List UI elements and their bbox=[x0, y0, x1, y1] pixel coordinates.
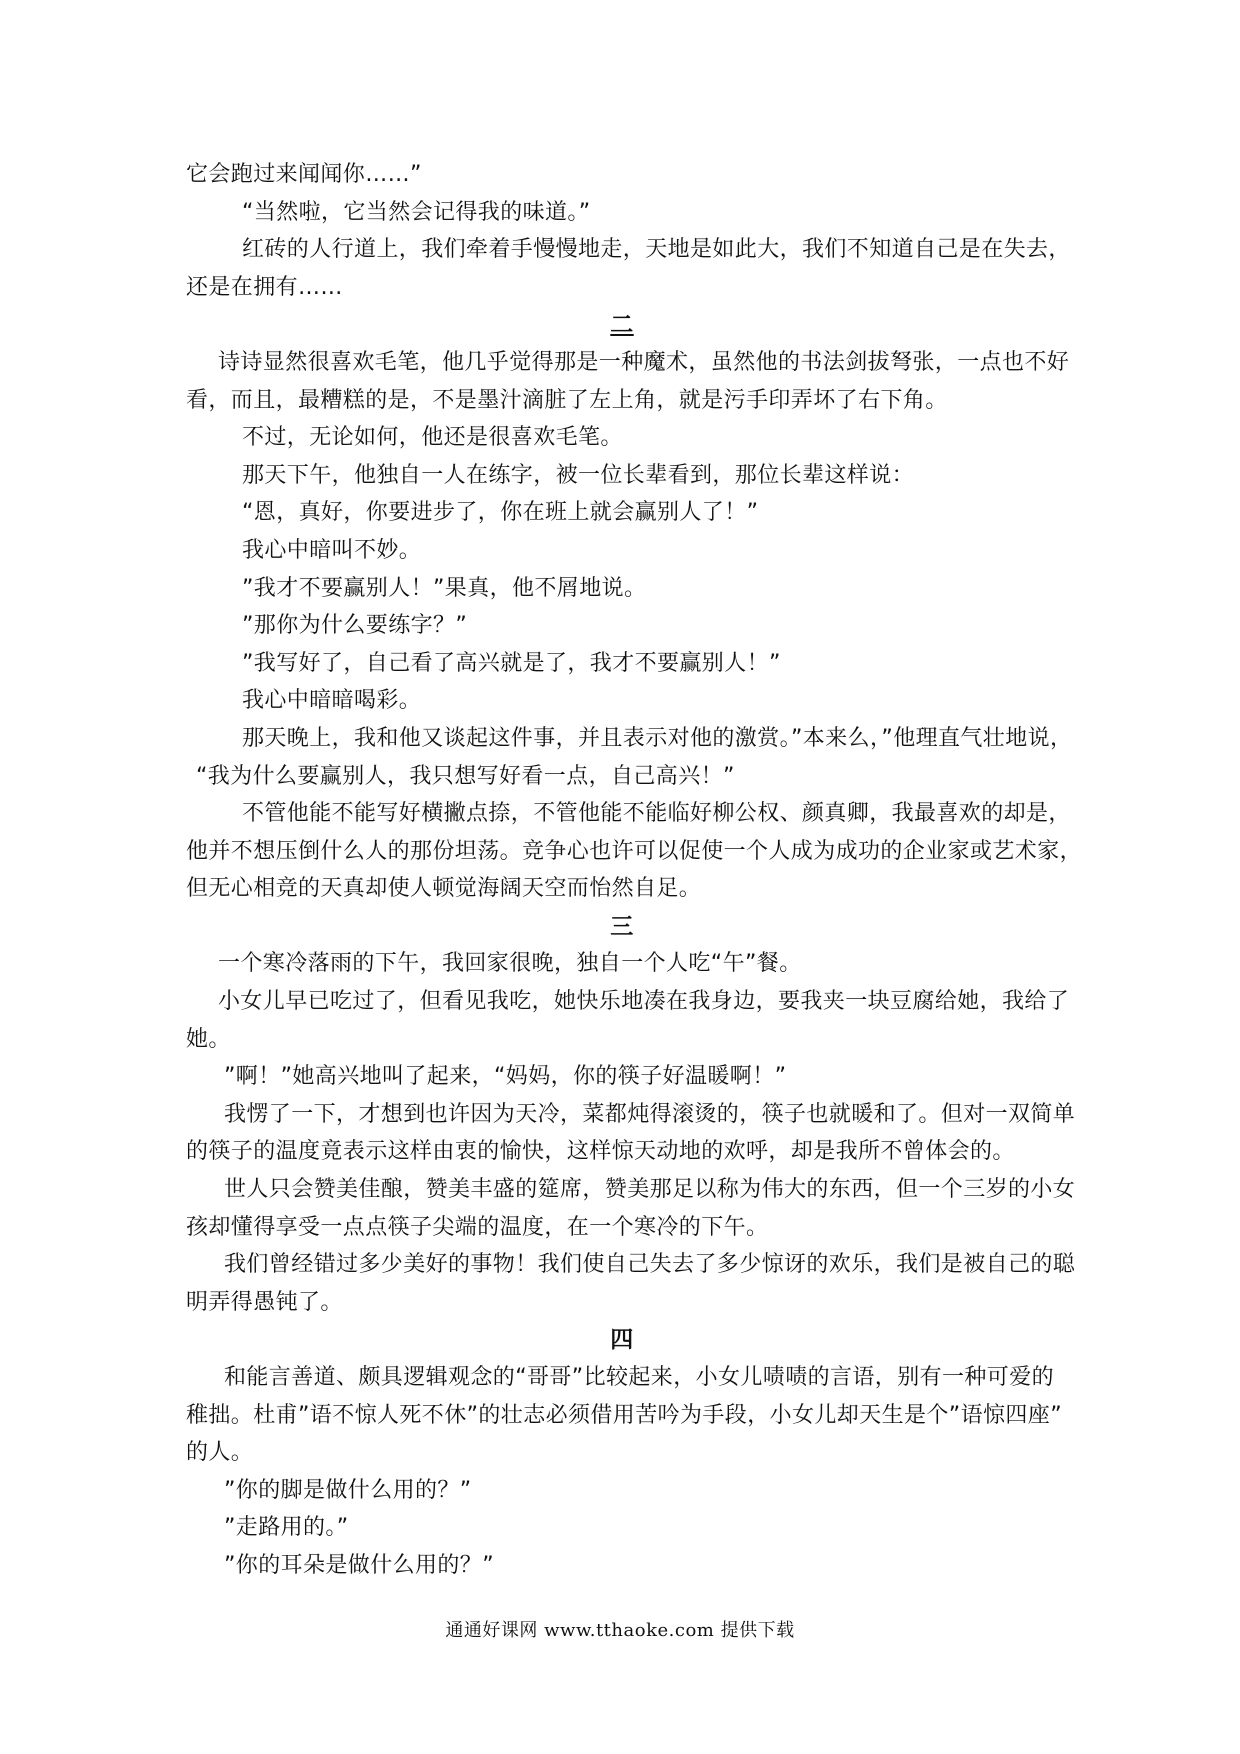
paragraph-line: ”你的脚是做什么用的？” bbox=[224, 1477, 472, 1503]
paragraph-line: 我们曾经错过多少美好的事物！我们使自己失去了多少惊讶的欢乐，我们是被自己的聪 bbox=[224, 1252, 1076, 1278]
page-footer: 通通好课网 www.tthaoke.com 提供下载 bbox=[445, 1620, 795, 1641]
paragraph-line: 他并不想压倒什么人的那份坦荡。竞争心也许可以促使一个人成为成功的企业家或艺术家， bbox=[186, 838, 1083, 864]
section-heading-text: 二 bbox=[610, 311, 634, 339]
paragraph-line: 它会跑过来闻闻你……” bbox=[186, 162, 422, 187]
paragraph-line: 的筷子的温度竟表示这样由衷的愉快，这样惊天动地的欢呼，却是我所不曾体会的。 bbox=[186, 1139, 1015, 1165]
paragraph-line: 一个寒冷落雨的下午，我回家很晚，独自一个人吃“午”餐。 bbox=[218, 951, 802, 977]
paragraph-line: 世人只会赞美佳酿，赞美丰盛的筵席，赞美那足以称为伟大的东西，但一个三岁的小女 bbox=[224, 1177, 1076, 1203]
paragraph-line: 还是在拥有…… bbox=[186, 274, 343, 300]
paragraph-line: 我愣了一下，才想到也许因为天冷，菜都炖得滚烫的，筷子也就暖和了。但对一双简单 bbox=[224, 1101, 1076, 1127]
paragraph-line: 稚拙。杜甫”语不惊人死不休”的壮志必须借用苦吟为手段，小女儿却天生是个”语惊四座” bbox=[186, 1402, 1062, 1428]
paragraph-line: 那天下午，他独自一人在练字，被一位长辈看到，那位长辈这样说： bbox=[242, 462, 915, 488]
paragraph-line: 她。 bbox=[186, 1026, 231, 1052]
paragraph-line: 那天晚上，我和他又谈起这件事，并且表示对他的激赏。”本来么，”他理直气壮地说， bbox=[242, 725, 1073, 751]
paragraph-line: 孩却懂得享受一点点筷子尖端的温度，在一个寒冷的下午。 bbox=[186, 1214, 769, 1240]
paragraph-line: ”啊！”她高兴地叫了起来，“妈妈，你的筷子好温暖啊！” bbox=[224, 1064, 787, 1090]
paragraph-line: 不过，无论如何，他还是很喜欢毛笔。 bbox=[242, 425, 623, 451]
section-heading bbox=[186, 306, 1058, 344]
section-heading: 三 bbox=[610, 912, 634, 940]
paragraph-line: ”我才不要赢别人！”果真，他不屑地说。 bbox=[242, 575, 647, 601]
paragraph-line: 我心中暗叫不妙。 bbox=[242, 537, 422, 563]
paragraph-line: ”那你为什么要练字？” bbox=[242, 613, 468, 639]
paragraph-line: 我心中暗暗喝彩。 bbox=[242, 688, 422, 714]
paragraph-line: 和能言善道、颇具逻辑观念的“哥哥”比较起来，小女儿啧啧的言语，别有一种可爱的 bbox=[224, 1365, 1054, 1390]
paragraph-line: 诗诗显然很喜欢毛笔，他几乎觉得那是一种魔术，虽然他的书法剑拔弩张，一点也不好 bbox=[218, 349, 1070, 375]
section-heading: 四 bbox=[610, 1326, 634, 1354]
paragraph-line: 看，而且，最糟糕的是，不是墨汁滴脏了左上角，就是污手印弄坏了右下角。 bbox=[186, 387, 948, 413]
paragraph-line: ”你的耳朵是做什么用的？” bbox=[224, 1552, 494, 1578]
paragraph-line: 明弄得愚钝了。 bbox=[186, 1289, 343, 1315]
paragraph-line: “恩，真好，你要进步了，你在班上就会赢别人了！” bbox=[242, 500, 759, 526]
paragraph-line: ”我写好了，自己看了高兴就是了，我才不要赢别人！” bbox=[242, 650, 781, 676]
paragraph-line: 不管他能不能写好横撇点捺，不管他能不能临好柳公权、颜真卿，我最喜欢的却是， bbox=[242, 801, 1071, 827]
paragraph-line: 的人。 bbox=[186, 1440, 254, 1466]
paragraph-line: “当然啦，它当然会记得我的味道。” bbox=[242, 199, 591, 225]
paragraph-line: 小女儿早已吃过了，但看见我吃，她快乐地凑在我身边，要我夹一块豆腐给她，我给了 bbox=[218, 989, 1070, 1015]
paragraph-line: ”走路用的。” bbox=[224, 1515, 349, 1541]
paragraph-line: 但无心相竞的天真却使人顿觉海阔天空而怡然自足。 bbox=[186, 876, 702, 902]
paragraph-line: “我为什么要赢别人，我只想写好看一点，自己高兴！” bbox=[196, 763, 735, 789]
paragraph-line: 红砖的人行道上，我们牵着手慢慢地走，天地是如此大，我们不知道自己是在失去， bbox=[242, 237, 1071, 263]
article-body bbox=[186, 156, 1083, 1585]
